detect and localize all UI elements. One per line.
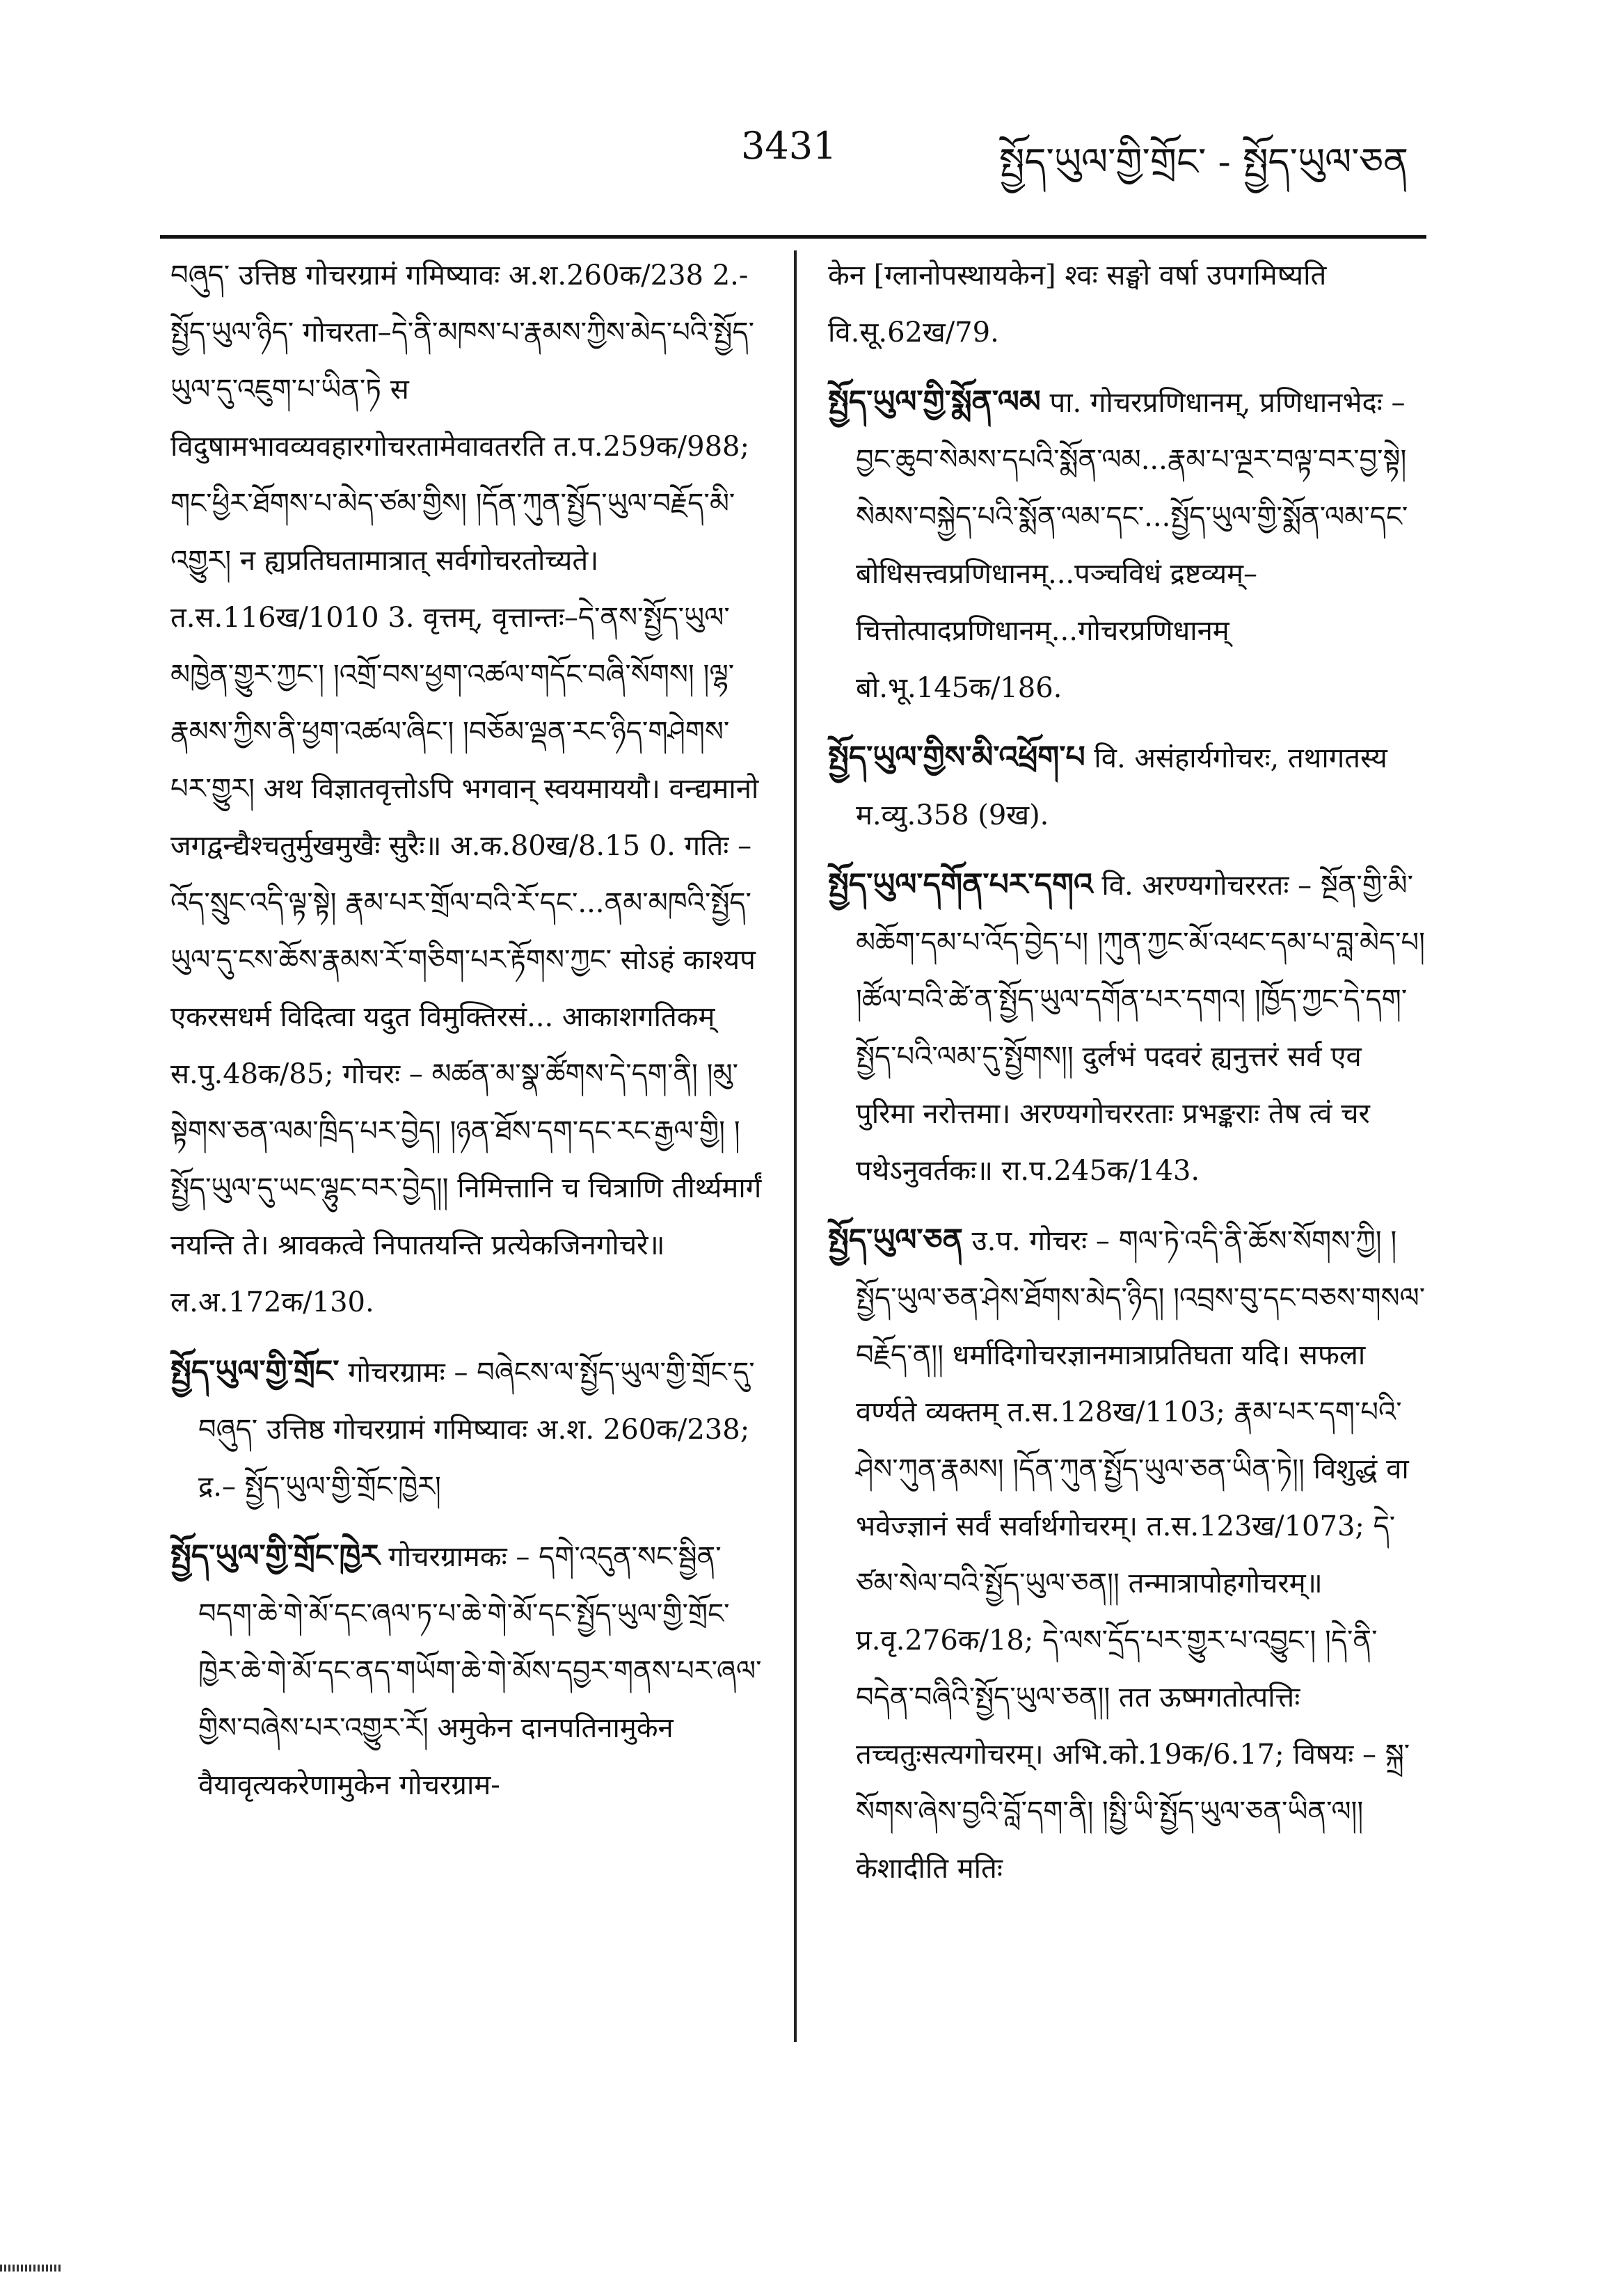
dictionary-entry (828, 729, 1426, 844)
entry-body: गोचरग्रामः – བཞེངས་ལ་སྤྱོད་ཡུལ་གྱི་གྲོང་དུ་བཞུད་ उत्तिष्ठ गोचरग्रामं गमिष्यावः अ.श. 260क/238; द्र.– སྤྱོད་ཡུལ་གྱི་གྲོང་ཁྱེར། (198, 1357, 755, 1503)
dictionary-entry (828, 374, 1426, 717)
dictionary-entry (170, 1343, 769, 1515)
scan-edge-mark (0, 2265, 63, 2272)
entry-headword: སྤྱོད་ཡུལ་ཅན (828, 1222, 963, 1258)
dictionary-entry (170, 247, 769, 1331)
dictionary-entry (828, 856, 1426, 1199)
entry-headword: སྤྱོད་ཡུལ་གྱིས་མི་འཕྲོག་པ (828, 740, 1085, 775)
dictionary-entry (828, 1212, 1426, 1897)
running-head: སྤྱོད་ཡུལ་གྱི་གྲོང་ - སྤྱོད་ཡུལ་ཅན (998, 140, 1408, 184)
entry-headword: སྤྱོད་ཡུལ་གྱི་གྲོང་ (170, 1354, 340, 1389)
entry-body: पा. गोचरप्रणिधानम्, प्रणिधानभेदः – བྱང་ཆུབ་སེམས་དཔའི་སྨོན་ལམ...རྣམ་པ་ལྔར་བལྟ་བར་བྱ་སྟེ། སེམས་བསྐྱེད་པའི་སྨོན་ལམ་དང་...སྤྱོད་ཡུལ་གྱི་སྨོན་ལམ་དང་ बोधिसत्त्वप्रणिधानम्...पञ्चविधं द्रष्टव्यम्–चित्तोत्पादप्रणिधानम्...गोचरप्रणिधानम् बो.भू.145क/186. (856, 387, 1408, 704)
column-divider (794, 250, 797, 2042)
entry-headword: སྤྱོད་ཡུལ་དགོན་པར་དགའ (828, 867, 1093, 902)
entry-headword: སྤྱོད་ཡུལ་གྱི་སྨོན་ལམ (828, 384, 1041, 420)
entry-body: उ.प. गोचरः – གལ་ཏེ་འདི་ནི་ཆོས་སོགས་ཀྱི། །སྤྱོད་ཡུལ་ཅན་ཤེས་ཐོགས་མེད་ཉིད། །འབྲས་བུ་དང་བཅས་གསལ་བརྗོད་ན།། धर्मादिगोचरज्ञानमात्राप्रतिघता यदि। सफला वर्ण्यते व्यक्तम् त.स.128ख/1103; རྣམ་པར་དག་པའི་ཤེས་ཀུན་རྣམས། །དོན་ཀུན་སྤྱོད་ཡུལ་ཅན་ཡིན་ཏེ།། विशुद्धं वा भवेज्ज्ञानं सर्वं सर्वार्थगोचरम्। त.स.123ख/1073; དེ་ཙམ་སེལ་བའི་སྤྱོད་ཡུལ་ཅན།། तन्मात्रापोहगोचरम्॥ प्र.वृ.276क/18; དེ་ལས་དྲོད་པར་གྱུར་པ་འབྱུང་། །དེ་ནི་བདེན་བཞིའི་སྤྱོད་ཡུལ་ཅན།། तत ऊष्मगतोत्पत्तिः तच्चतुःसत्यगोचरम्। अभि.को.19क/6.17; विषयः – སྐྲ་སོགས་ཞེས་བྱའི་བློ་དག་ནི། །སྤྱི་ཡི་སྤྱོད་ཡུལ་ཅན་ཡིན་ལ།། केशादीति मतिः (856, 1225, 1426, 1885)
entry-body: वि. असंहार्यगोचरः, तथागतस्य म.व्यु.358 (9ख). (856, 742, 1387, 831)
header-rule (160, 235, 1426, 239)
right-column (828, 247, 1426, 1910)
page-number: 3431 (741, 124, 837, 168)
entry-body: བཞུད་ उत्तिष्ठ गोचरग्रामं गमिष्यावः अ.श.260क/238 2.- སྤྱོད་ཡུལ་ཉིད་ गोचरता–དེ་ནི་མཁས་པ་རྣམས་ཀྱིས་མེད་པའི་སྤྱོད་ཡུལ་དུ་འཇུག་པ་ཡིན་ཏེ स विदुषामभावव्यवहारगोचरतामेवावतरति त.प.259क/988; གང་ཕྱིར་ཐོགས་པ་མེད་ཙམ་གྱིས། །དོན་ཀུན་སྤྱོད་ཡུལ་བརྗོད་མི་འགྱུར། न ह्यप्रतिघतामात्रात् सर्वगोचरतोच्यते। त.स.116ख/1010 3. वृत्तम्, वृत्तान्तः–དེ་ནས་སྤྱོད་ཡུལ་མཁྱེན་གྱུར་ཀྱང་། །འགྲོ་བས་ཕྱག་འཚལ་གདོང་བཞི་སོགས། །ལྷ་རྣམས་ཀྱིས་ནི་ཕྱག་འཚལ་ཞིང་། །བཅོམ་ལྡན་རང་ཉིད་གཤེགས་པར་གྱུར། अथ विज्ञातवृत्तोऽपि भगवान् स्वयमाययौ। वन्द्यमानो जगद्वन्द्यैश्चतुर्मुखमुखैः सुरैः॥ अ.क.80ख/8.15 0. गतिः – འོད་སྲུང་འདི་ལྟ་སྟེ། རྣམ་པར་གྲོལ་བའི་རོ་དང་...ནམ་མཁའི་སྤྱོད་ཡུལ་དུ་ངས་ཆོས་རྣམས་རོ་གཅིག་པར་རྟོགས་ཀྱང་ सोऽहं काश्यप एकरसधर्म विदित्वा यदुत विमुक्तिरसं... आकाशगतिकम् स.पु.48क/85; गोचरः – མཚན་མ་སྣ་ཚོགས་དེ་དག་ནི། །མུ་སྟེགས་ཅན་ལམ་ཁྲིད་པར་བྱེད། །ཉན་ཐོས་དག་དང་རང་རྒྱལ་གྱི། །སྤྱོད་ཡུལ་དུ་ཡང་ལྷུང་བར་བྱེད།། निमित्तानि च चित्राणि तीर्थ्यमार्गं नयन्ति ते। श्रावकत्वे निपातयन्ति प्रत्येकजिनगोचरे॥ ल.अ.172क/130. (170, 260, 762, 1318)
entry-body: गोचरग्रामकः – དགེ་འདུན་སང་སྦྱིན་བདག་ཆེ་གེ་མོ་དང་ཞལ་ཏ་པ་ཆེ་གེ་མོ་དང་སྤྱོད་ཡུལ་གྱི་གྲོང་ཁྱེར་ཆེ་གེ་མོ་དང་ནད་གཡོག་ཆེ་གེ་མོས་དབྱར་གནས་པར་ཞལ་གྱིས་བཞེས་པར་འགྱུར་རོ། अमुकेन दानपतिनामुकेन वैयावृत्यकरेणामुकेन गोचरग्राम- (198, 1541, 762, 1801)
entry-body: वि. अरण्यगोचररतः – སྔོན་གྱི་མི་མཆོག་དམ་པ་འོད་བྱེད་པ། །ཀུན་ཀྱང་མོ་འཕང་དམ་པ་བླ་མེད་པ། །ཚོལ་བའི་ཚེ་ན་སྤྱོད་ཡུལ་དགོན་པར་དགའ། །ཁྱོད་ཀྱང་དེ་དག་སྤྱོད་པའི་ལམ་དུ་སྤྱོགས།། दुर्लभं पदवरं ह्यनुत्तरं सर्व एव पुरिमा नरोत्तमा। अरण्यगोचररताः प्रभङ्कराः तेष त्वं चर पथेऽनुवर्तकः॥ रा.प.245क/143. (856, 870, 1426, 1187)
entry-body: केन [ग्लानोपस्थायकेन] श्वः सङ्घो वर्षा उपगमिष्यति वि.सू.62ख/79. (828, 260, 1327, 349)
entry-headword: སྤྱོད་ཡུལ་གྱི་གྲོང་ཁྱེར (170, 1538, 380, 1574)
left-column (170, 247, 769, 1826)
dictionary-entry (828, 247, 1426, 361)
dictionary-entry (170, 1528, 769, 1814)
